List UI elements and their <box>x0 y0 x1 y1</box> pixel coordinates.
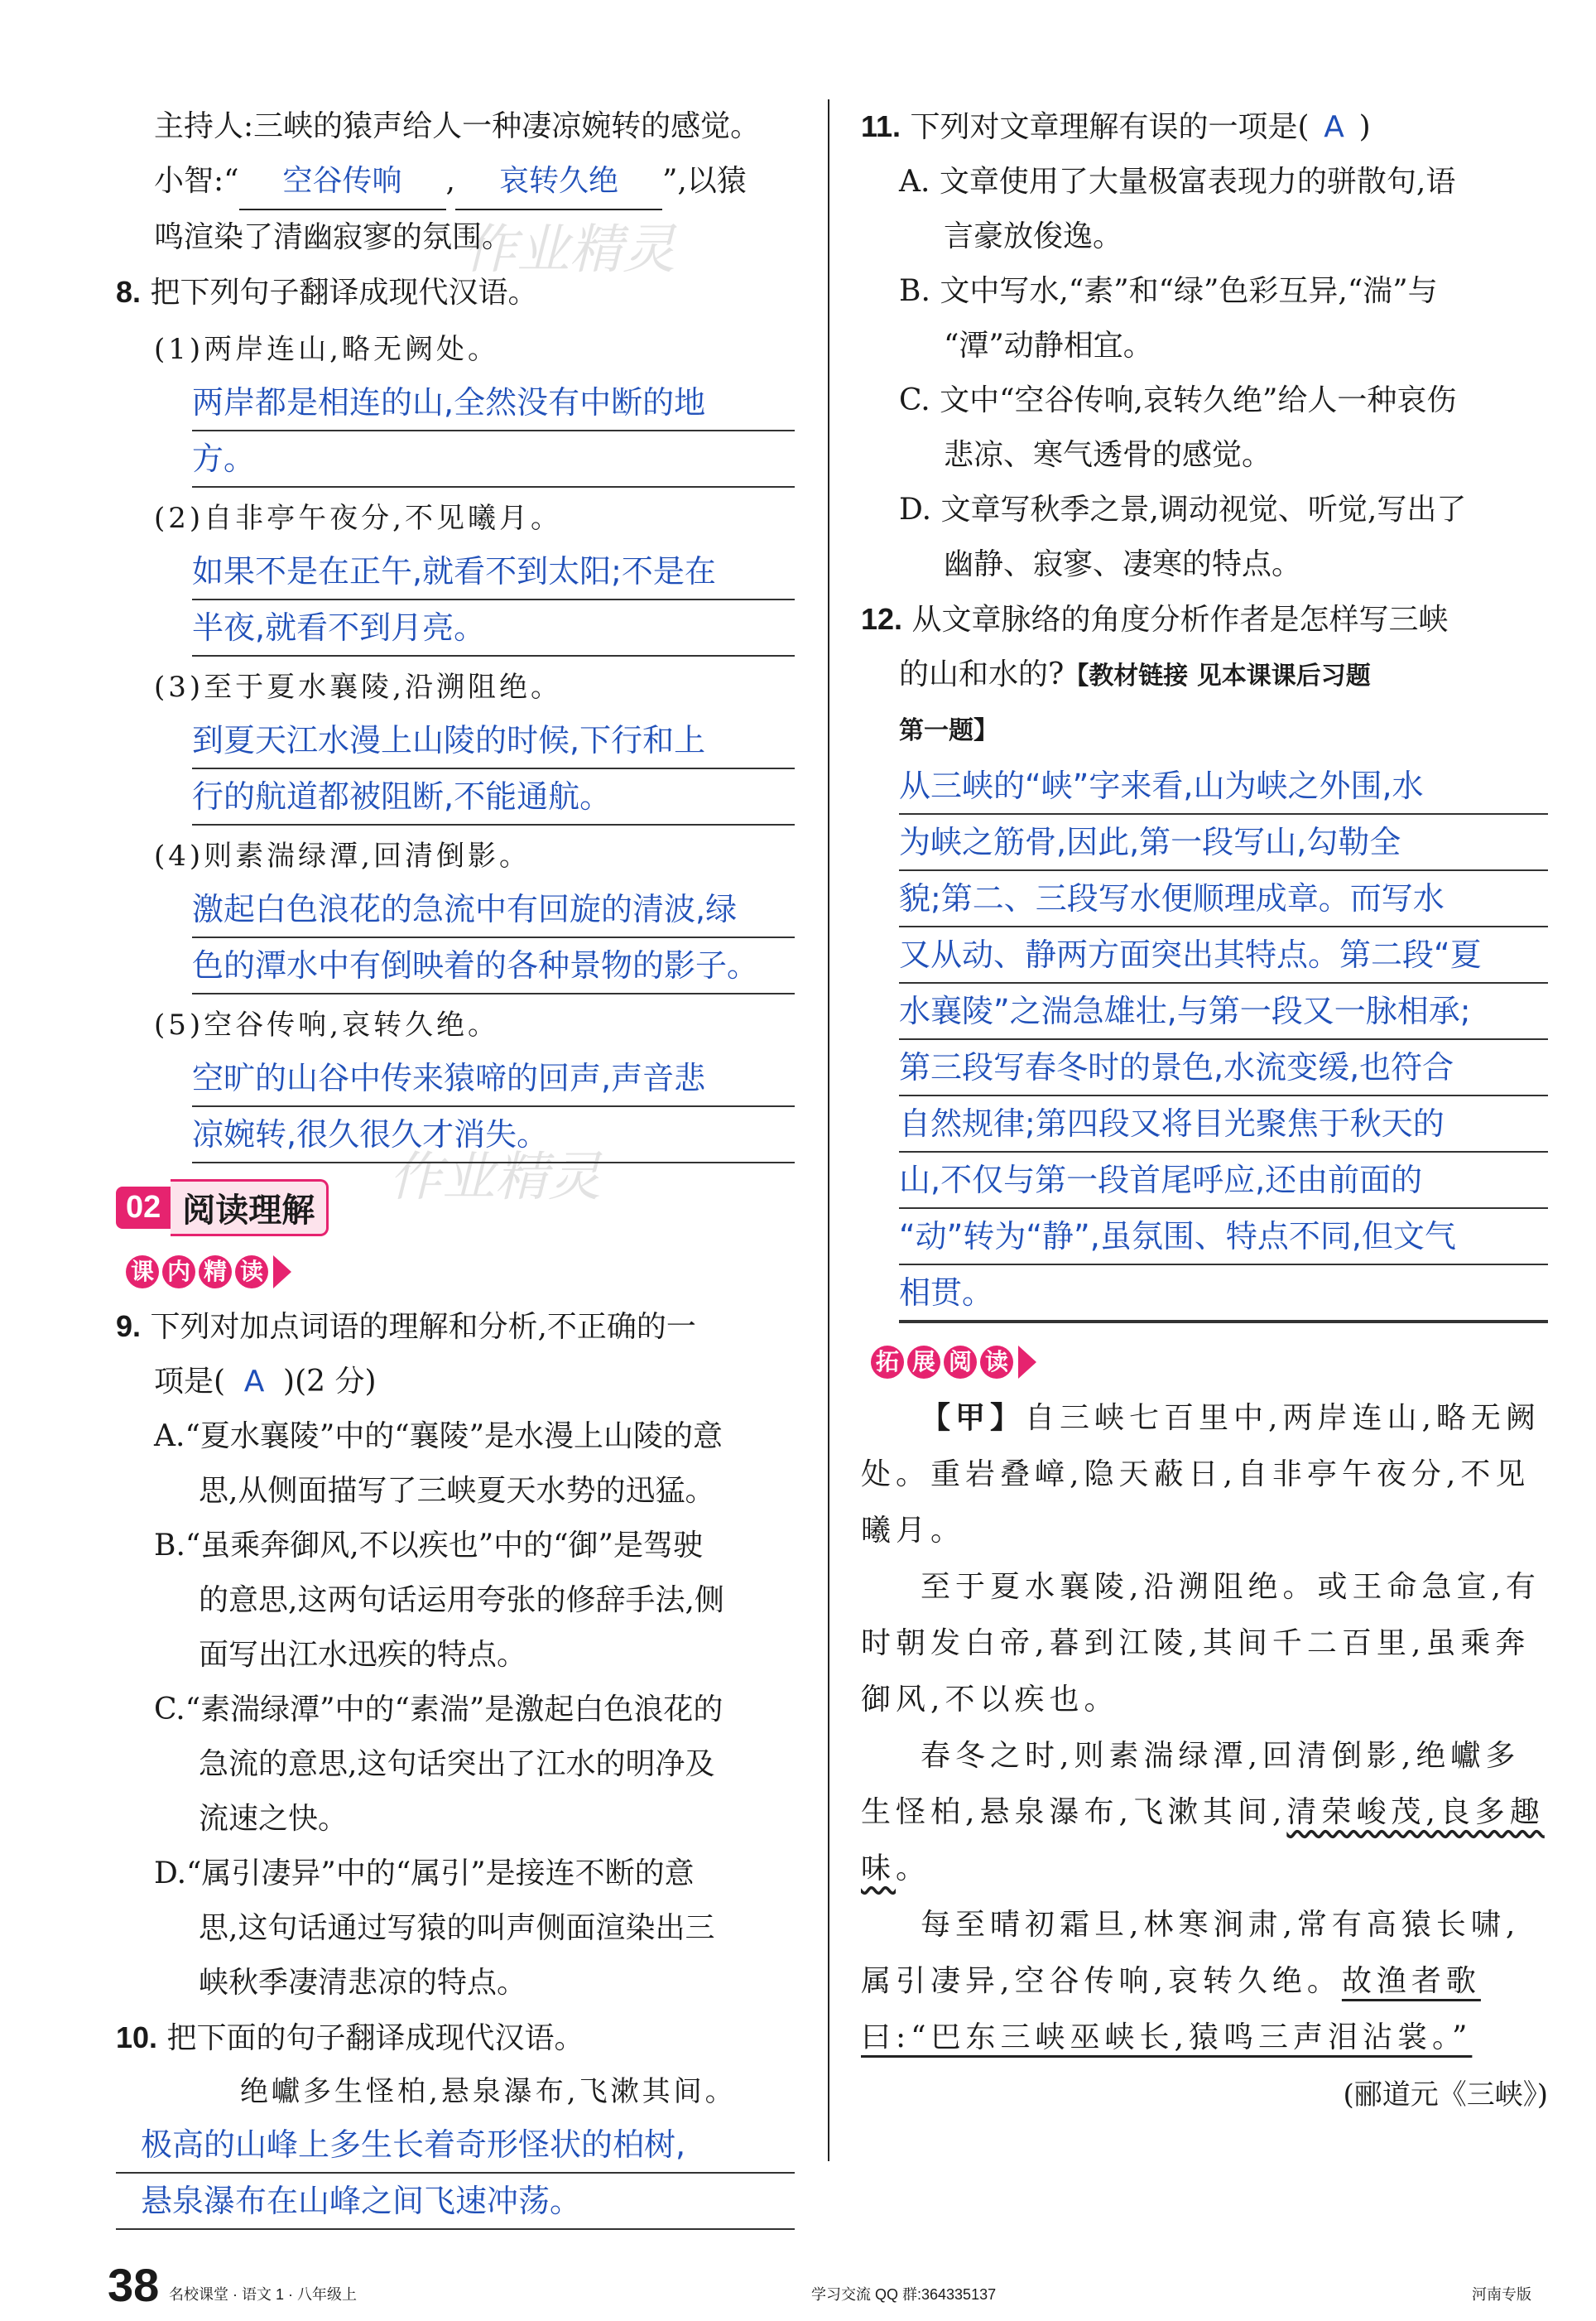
passage-paragraph <box>861 1897 1548 2066</box>
q8-answer-line: 色的潭水中有倒映着的各种景物的影子。 <box>192 938 795 994</box>
tag-arrow-icon <box>1018 1346 1036 1379</box>
q8-sentence: (3)至于夏水襄陵,沿溯阻绝。 <box>154 671 562 704</box>
book-title: 名校课堂 · 语文 1 · 八年级上 <box>169 2286 358 2303</box>
left-column <box>116 99 795 2230</box>
q11-stem-suffix: ) <box>1358 110 1371 144</box>
section-number: 02 <box>116 1187 171 1229</box>
q9-stem <box>116 1355 795 1409</box>
q8-answer-line: 半夜,就看不到月亮。 <box>192 600 795 657</box>
option-line: A. 文章使用了大量极富表现力的骈散句,语 <box>899 165 1456 199</box>
option-line: D.“属引凄异”中的“属引”是接连不断的意 <box>154 1856 695 1890</box>
q8-item <box>116 493 795 657</box>
option-line: A.“夏水襄陵”中的“襄陵”是水漫上山陵的意 <box>154 1419 723 1453</box>
q10-number: 10. <box>116 2020 158 2054</box>
textbook-link: 【教材链接 见本课课后习题 <box>1064 662 1371 691</box>
tag-arrow-icon <box>273 1255 291 1288</box>
option-line: C. 文中“空谷传响,哀转久绝”给人一种哀伤 <box>899 383 1457 417</box>
watermark: 作业精灵 <box>389 1147 601 1208</box>
passage-text: 。 <box>896 1852 931 1885</box>
q10-answer-line: 悬泉瀑布在山峰之间飞速冲荡。 <box>116 2174 795 2230</box>
option-line: B. 文中写水,“素”和“绿”色彩互异,“湍”与 <box>899 274 1438 308</box>
right-column <box>861 99 1548 2124</box>
q12-answer-line: 从三峡的“峡”字来看,山为峡之外围,水 <box>899 758 1548 815</box>
q8-answer-line: 行的航道都被阻断,不能通航。 <box>192 769 795 826</box>
q8-answer-line: 到夏天江水漫上山陵的时候,下行和上 <box>192 713 795 769</box>
q8-sentence: (2)自非亭午夜分,不见曦月。 <box>154 502 562 535</box>
q10-answer-line: 极高的山峰上多生长着奇形怪状的柏树, <box>116 2117 795 2174</box>
q9-stem-prefix: 项是( <box>154 1365 226 1399</box>
q12-answer-line: 山,不仅与第一段首尾呼应,还由前面的 <box>899 1153 1548 1209</box>
q9-number: 9. <box>116 1309 142 1343</box>
q12-answer-line: 水襄陵”之湍急雄壮,与第一段又一脉相承; <box>899 984 1548 1040</box>
tag-char: 课 <box>126 1255 159 1288</box>
q11-option-c <box>861 373 1548 483</box>
option-line: 面写出江水迅疾的特点。 <box>199 1638 527 1672</box>
passage-paragraph <box>861 1728 1548 1897</box>
q11-stem-prefix: 下列对文章理解有误的一项是( <box>910 110 1310 144</box>
passage-text: 每至晴初霜旦,林寒涧肃,常有高猿长啸,属引凄异,空谷传响,哀转久绝。 <box>861 1908 1521 1998</box>
option-line: 幽静、寂寥、凄寒的特点。 <box>944 547 1302 581</box>
q8-stem-text: 把下列句子翻译成现代汉语。 <box>150 276 538 310</box>
passage-text: 自三峡七百里中,两岸连山,略无阙处。重岩叠嶂,隐天蔽日,自非亭午夜分,不见曦月。 <box>861 1401 1541 1548</box>
tag-char: 精 <box>199 1255 232 1288</box>
q12-answer-line: 自然规律;第四段又将目光聚焦于秋天的 <box>899 1096 1548 1153</box>
q9-answer: A <box>243 1365 265 1399</box>
q8-answer-line: 如果不是在正午,就看不到太阳;不是在 <box>192 544 795 600</box>
q10-sentence: 绝巘多生怪柏,悬泉瀑布,飞漱其间。 <box>240 2075 737 2108</box>
q8-sentence: (5)空谷传响,哀转久绝。 <box>154 1009 499 1042</box>
q11-option-d <box>861 483 1548 592</box>
passage-source: (郦道元《三峡》) <box>1343 2078 1548 2112</box>
option-line: B.“虽乘奔御风,不以疾也”中的“御”是驾驶 <box>154 1529 703 1563</box>
q12-answer-line: 第三段写春冬时的景色,水流变缓,也符合 <box>899 1040 1548 1096</box>
passage-jia <box>861 1389 1548 2066</box>
tag-char: 阅 <box>944 1346 977 1379</box>
q11-number: 11. <box>861 109 901 143</box>
option-line: 的意思,这两句话运用夸张的修辞手法,侧 <box>199 1583 724 1617</box>
wavy-underlined-text: 清荣峻茂,良多趣味 <box>861 1795 1545 1885</box>
q8-item <box>116 662 795 826</box>
q8-stem <box>116 265 795 320</box>
q12-answer-line <box>899 1322 1548 1323</box>
q10-stem <box>116 2010 795 2066</box>
qq-group: 学习交流 QQ 群:364335137 <box>811 2286 997 2303</box>
q8-answer-line: 方。 <box>192 431 795 488</box>
q12-answer-line: 为峡之筋骨,因此,第一段写山,勾勒全 <box>899 815 1548 871</box>
q9-option-c <box>116 1683 795 1847</box>
q10-stem-text: 把下面的句子翻译成现代汉语。 <box>166 2021 584 2055</box>
underlined-text: 故渔者歌曰:“巴东三峡巫峡长,猿鸣三声泪沾裳。” <box>861 1964 1481 2054</box>
q11-answer: A <box>1324 110 1344 144</box>
q9-option-a <box>116 1409 795 1519</box>
tag-in-class-reading <box>116 1250 305 1294</box>
q12-stem-text: 从文章脉络的角度分析作者是怎样写三峡 <box>911 603 1449 637</box>
q8-answer-line: 凉婉转,很久很久才消失。 <box>192 1107 795 1163</box>
q8-sentence: (1)两岸连山,略无阙处。 <box>154 333 499 366</box>
q8-item <box>116 324 795 488</box>
q7-line: 鸣渲染了清幽寂寥的氛围。 <box>154 220 512 254</box>
q7-line: 主持人:三峡的猿声给人一种凄凉婉转的感觉。 <box>154 109 761 143</box>
tag-char: 展 <box>907 1346 940 1379</box>
passage-paragraph: 至于夏水襄陵,沿溯阻绝。或王命急宣,有时朝发白帝,暮到江陵,其间千二百里,虽乘奔御风,不以疾也。 <box>861 1570 1541 1717</box>
option-line: 峡秋季凄清悲凉的特点。 <box>199 1966 527 2000</box>
q12-answer-line: 又从动、静两方面突出其特点。第二段“夏 <box>899 927 1548 984</box>
tag-extended-reading <box>861 1340 1050 1384</box>
q7-blank-1: 空谷传响 <box>239 154 446 210</box>
q9-stem-suffix: )(2 分) <box>283 1365 377 1399</box>
option-line: 悲凉、寒气透骨的感觉。 <box>944 438 1272 472</box>
q9-option-b <box>116 1519 795 1683</box>
passage-mark: 【甲】 <box>921 1400 1026 1435</box>
option-line: 思,从侧面描写了三峡夏天水势的迅猛。 <box>199 1474 715 1508</box>
tag-char: 拓 <box>871 1346 904 1379</box>
q8-item <box>116 831 795 994</box>
q7-prefix: 小智:“ <box>154 164 239 198</box>
q11-option-b <box>861 264 1548 373</box>
tag-char: 读 <box>235 1255 268 1288</box>
q8-item <box>116 999 795 1163</box>
q7-blank-2: 哀转久绝 <box>455 154 662 210</box>
option-line: C.“素湍绿潭”中的“素湍”是激起白色浪花的 <box>154 1693 723 1726</box>
passage-paragraph <box>861 1389 1548 1559</box>
passage-text: 春冬之时,则素湍绿潭,回清倒影,绝巘多生怪柏,悬泉瀑布,飞漱其间, <box>861 1739 1521 1829</box>
section-header <box>116 1178 795 1236</box>
q8-answer-line: 空旷的山谷中传来猿啼的回声,声音悲 <box>192 1051 795 1107</box>
option-line: 言豪放俊逸。 <box>944 219 1123 253</box>
q12-answer-line: 相贯。 <box>899 1265 1548 1322</box>
section-title: 阅读理解 <box>171 1179 329 1236</box>
q8-number: 8. <box>116 275 142 309</box>
option-line: 思,这句话通过写猿的叫声侧面渲染出三 <box>199 1911 715 1945</box>
q12-stem <box>861 648 1548 704</box>
q8-answer-line: 两岸都是相连的山,全然没有中断的地 <box>192 375 795 431</box>
q7-comma: , <box>445 164 455 198</box>
q12-answer-line: 貌;第二、三段写水便顺理成章。而写水 <box>899 871 1548 927</box>
edition-label: 河南专版 <box>1472 2286 1531 2303</box>
q8-sentence: (4)则素湍绿潭,回清倒影。 <box>154 840 531 873</box>
q12-number: 12. <box>861 602 903 636</box>
watermark: 作业精灵 <box>464 219 675 281</box>
option-line: D. 文章写秋季之景,调动视觉、听觉,写出了 <box>899 493 1467 527</box>
option-line: 流速之快。 <box>199 1802 349 1836</box>
page-number: 38 <box>108 2259 160 2311</box>
q9-option-d <box>116 1847 795 2010</box>
q12-answer-line: “动”转为“静”,虽氛围、特点不同,但文气 <box>899 1209 1548 1265</box>
page-footer <box>108 2259 1531 2314</box>
option-line: 急流的意思,这句话突出了江水的明净及 <box>199 1747 715 1781</box>
option-line: “潭”动静相宜。 <box>944 329 1153 363</box>
column-divider <box>828 99 829 2161</box>
q12-stem-text: 的山和水的? <box>899 657 1065 691</box>
q7-line <box>116 154 795 210</box>
q11-stem <box>861 99 1548 155</box>
q9-stem-text: 下列对加点词语的理解和分析,不正确的一 <box>150 1310 696 1344</box>
q12-stem <box>861 592 1548 648</box>
q9-stem <box>116 1299 795 1355</box>
q12-answer <box>861 758 1548 1323</box>
q7-suffix: ”,以猿 <box>662 164 747 198</box>
q8-answer-line: 激起白色浪花的急流中有回旋的清波,绿 <box>192 882 795 938</box>
tag-char: 内 <box>162 1255 195 1288</box>
q11-option-a <box>861 155 1548 264</box>
textbook-link: 第一题】 <box>899 716 998 745</box>
tag-char: 读 <box>980 1346 1013 1379</box>
